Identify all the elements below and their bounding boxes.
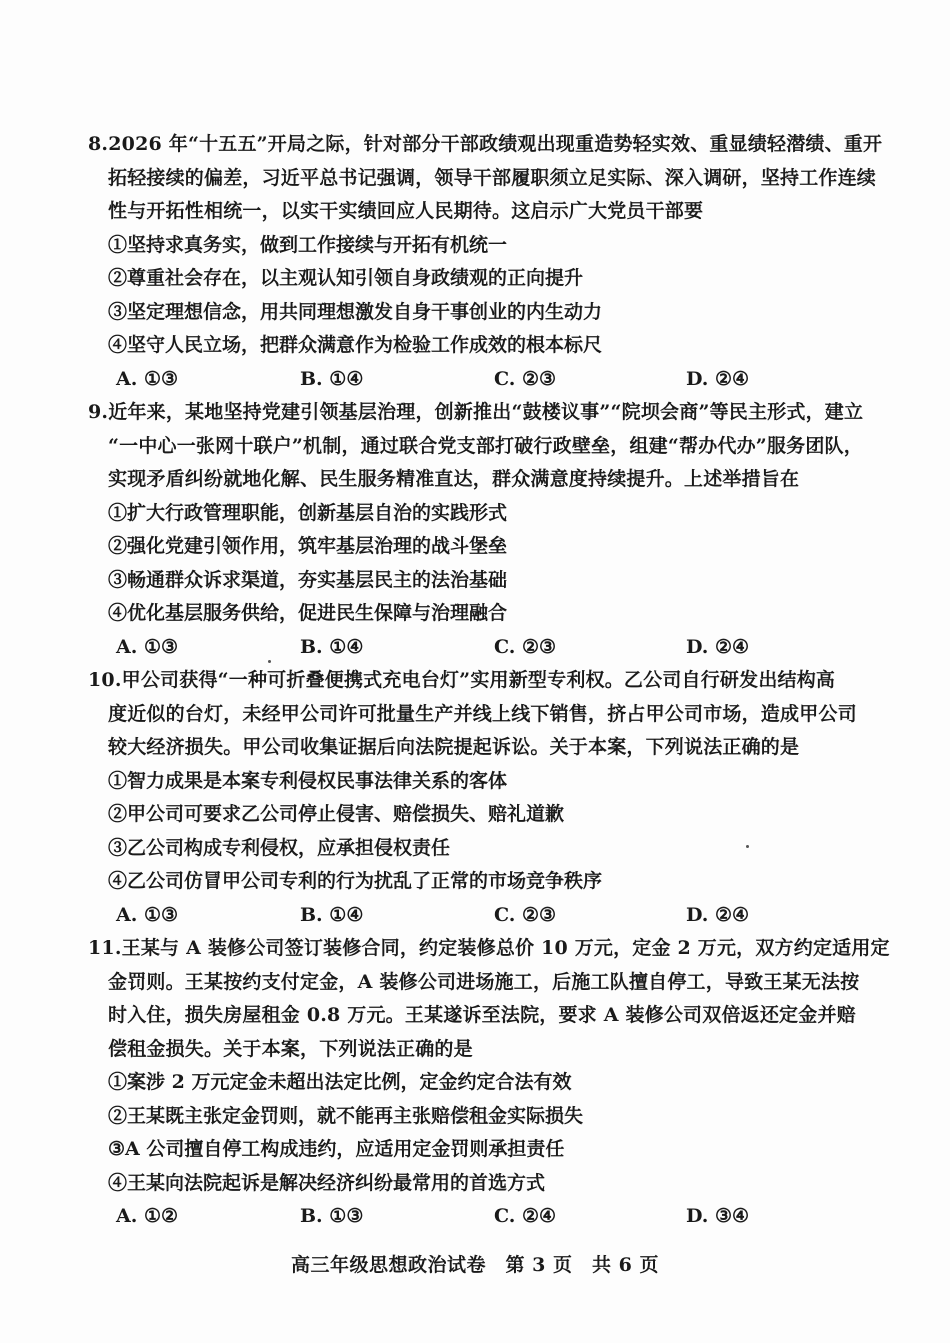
question-11 <box>88 932 890 1234</box>
question-stem-line: 拓轻接续的偏差，习近平总书记强调，领导干部履职须立足实际、深入调研，坚持工作连续 <box>108 166 877 189</box>
option-a[interactable]: A. ①② <box>116 1205 179 1227</box>
statement-4: ④优化基层服务供给，促进民生保障与治理融合 <box>108 602 508 624</box>
question-number: 10. <box>88 669 122 691</box>
question-stem-line: 性与开拓性相统一，以实干实绩回应人民期待。这启示广大党员干部要 <box>108 200 704 222</box>
scan-speck <box>268 660 271 663</box>
statement-4: ④王某向法院起诉是解决经济纠纷最常用的首选方式 <box>108 1171 546 1194</box>
answer-options <box>88 363 868 397</box>
statement-2: ②甲公司可要求乙公司停止侵害、赔偿损失、赔礼道歉 <box>108 803 565 825</box>
question-number: 9. <box>88 401 109 423</box>
option-a[interactable]: A. ①③ <box>116 367 179 390</box>
statement-2: ②王某既主张定金罚则，就不能再主张赔偿租金实际损失 <box>108 1104 584 1127</box>
option-c[interactable]: C. ②③ <box>494 903 557 926</box>
question-stem-line: 较大经济损失。甲公司收集证据后向法院提起诉讼。关于本案，下列说法正确的是 <box>108 736 800 758</box>
answer-options <box>88 631 868 665</box>
statement-3: ③坚定理想信念，用共同理想激发自身干事创业的内生动力 <box>108 300 603 323</box>
question-stem-line: 金罚则。王某按约支付定金，A 装修公司进场施工，后施工队擅自停工，导致王某无法按 <box>108 970 860 993</box>
option-d[interactable]: D. ②④ <box>686 367 750 390</box>
scan-speck <box>746 845 749 848</box>
question-stem-line: 时入住，损失房屋租金 0.8 万元。王某遂诉至法院，要求 A 装修公司双倍返还定金并赔 <box>108 1004 856 1026</box>
statement-2: ②尊重社会存在，以主观认知引领自身政绩观的正向提升 <box>108 267 584 289</box>
question-stem-line: 实现矛盾纠纷就地化解、民生服务精准直达，群众满意度持续提升。上述举措旨在 <box>108 468 800 490</box>
statement-3: ③A 公司擅自停工构成违约，应适用定金罚则承担责任 <box>108 1138 565 1160</box>
answer-options <box>88 899 868 933</box>
question-9 <box>88 396 868 664</box>
question-number: 11. <box>88 937 122 959</box>
question-stem-line: 2026 年“十五五”开局之际，针对部分干部政绩观出现重造势轻实效、重显绩轻潜绩、重开 <box>108 133 883 155</box>
option-d[interactable]: D. ③④ <box>686 1205 750 1227</box>
question-stem-line: “一中心一张网十联户”机制，通过联合党支部打破行政壁垒，组建“帮办代办”服务团队， <box>108 434 863 457</box>
option-c[interactable]: C. ②③ <box>494 635 557 658</box>
option-b[interactable]: B. ①④ <box>300 635 364 658</box>
option-c[interactable]: C. ②④ <box>494 1205 557 1227</box>
question-stem-line: 度近似的台灯，未经甲公司许可批量生产并线上线下销售，挤占甲公司市场，造成甲公司 <box>108 702 857 725</box>
statement-1: ①智力成果是本案专利侵权民事法律关系的客体 <box>108 769 508 792</box>
question-8 <box>88 128 883 396</box>
option-b[interactable]: B. ①③ <box>300 1205 364 1227</box>
question-stem-line: 王某与 A 装修公司签订装修合同，约定装修总价 10 万元，定金 2 万元，双方约定适用定 <box>121 937 890 959</box>
option-d[interactable]: D. ②④ <box>686 903 750 926</box>
statement-3: ③乙公司构成专利侵权，应承担侵权责任 <box>108 836 451 859</box>
answer-options <box>88 1200 868 1234</box>
option-b[interactable]: B. ①④ <box>300 367 364 390</box>
statement-1: ①扩大行政管理职能，创新基层自治的实践形式 <box>108 501 508 524</box>
statement-1: ①案涉 2 万元定金未超出法定比例，定金约定合法有效 <box>108 1071 572 1093</box>
option-d[interactable]: D. ②④ <box>686 635 750 658</box>
question-stem-line: 甲公司获得“一种可折叠便携式充电台灯”实用新型专利权。乙公司自行研发出结构高 <box>121 669 836 691</box>
question-10 <box>88 664 868 932</box>
question-number: 8. <box>88 133 109 155</box>
option-b[interactable]: B. ①④ <box>300 903 364 926</box>
option-a[interactable]: A. ①③ <box>116 903 179 926</box>
statement-4: ④坚守人民立场，把群众满意作为检验工作成效的根本标尺 <box>108 334 603 356</box>
question-stem-line: 偿租金损失。关于本案，下列说法正确的是 <box>108 1037 473 1060</box>
statement-2: ②强化党建引领作用，筑牢基层治理的战斗堡垒 <box>108 535 508 557</box>
option-c[interactable]: C. ②③ <box>494 367 557 390</box>
page-footer: 高三年级思想政治试卷 第 3 页 共 6 页 <box>291 1254 659 1276</box>
question-stem-line: 近年来，某地坚持党建引领基层治理，创新推出“鼓楼议事”“院坝会商”等民主形式，建立 <box>108 401 864 423</box>
option-a[interactable]: A. ①③ <box>116 635 179 658</box>
statement-4: ④乙公司仿冒甲公司专利的行为扰乱了正常的市场竞争秩序 <box>108 870 603 892</box>
statement-3: ③畅通群众诉求渠道，夯实基层民主的法治基础 <box>108 568 508 591</box>
statement-1: ①坚持求真务实，做到工作接续与开拓有机统一 <box>108 233 508 256</box>
